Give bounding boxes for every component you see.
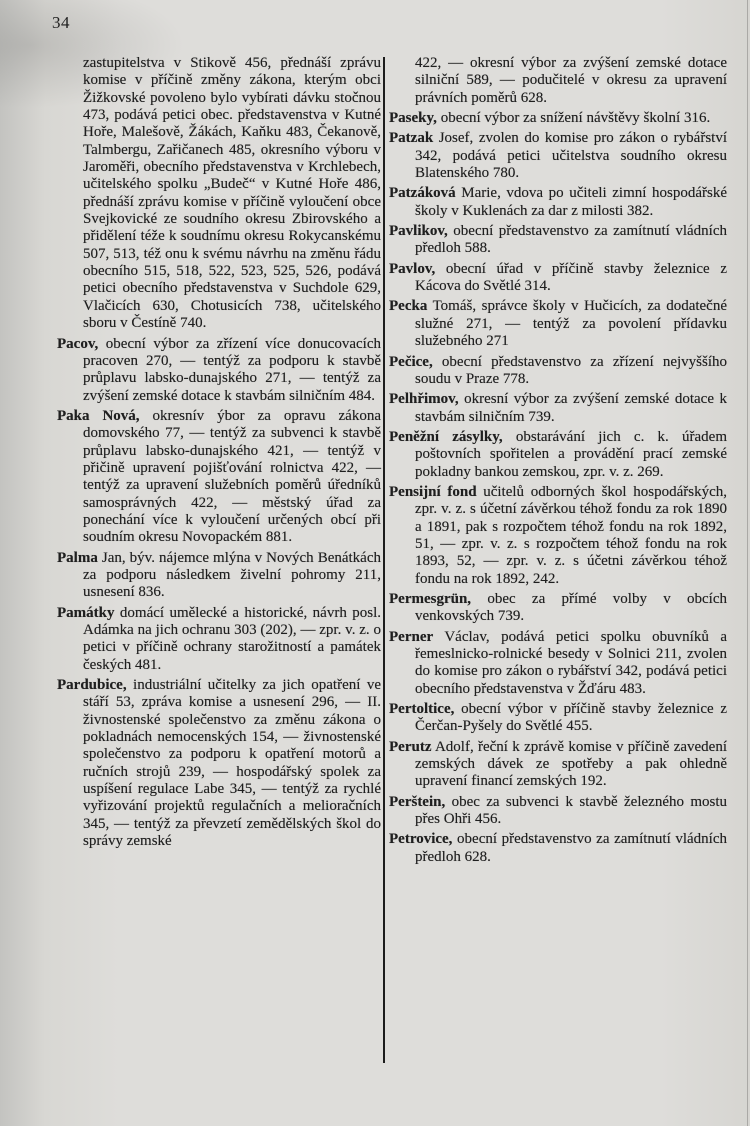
entry-text: 422, — okresní výbor za zvýšení zemské dotace silniční 589, — podučitelé v okresu za upravení právních poměrů 628.	[415, 55, 727, 106]
index-entry	[389, 591, 727, 626]
index-entry	[389, 794, 727, 829]
index-entry	[389, 354, 727, 389]
index-term: Permesgrün,	[389, 590, 472, 607]
entry-text: Adolf, řeční k zprávě komise v příčině zavedení zemských dávek ze spotřeby a pak ohledně upravení financí zemských 192.	[415, 738, 727, 790]
index-term: Pertoltice,	[389, 701, 455, 718]
index-term: Palma	[57, 549, 98, 566]
index-term: Paka Nová,	[57, 407, 140, 424]
entry-text: obecní výbor v příčině stavby železnice z Čerčan-Pyšely do Světlé 455.	[415, 701, 727, 735]
index-entry	[57, 605, 381, 674]
index-entry	[389, 629, 727, 698]
index-term: Pacov,	[57, 335, 99, 352]
index-entry	[389, 429, 727, 481]
entry-text: obecní výbor za zřízení více donucovacích pracoven 270, — tentýž za podporu k stavbě průplavu labsko-dunajského 271, — tentýž za zvýšení zemské dotace k stavbám silničním 484.	[83, 335, 381, 404]
entry-text: Josef, zvolen do komise pro zákon o rybářství 342, podává petici učitelstva soudního okresu Blatenského 780.	[415, 130, 727, 182]
index-entry	[57, 336, 381, 405]
index-entry	[389, 701, 727, 736]
entry-text: obecní úřad v příčině stavby železnice z Kácova do Světlé 314.	[415, 260, 727, 295]
index-entry	[57, 55, 381, 333]
entry-text: obecní představenstvo za zamítnutí vládních předloh 628.	[415, 831, 727, 865]
index-term: Paseky,	[389, 110, 437, 127]
index-term: Perner	[389, 628, 434, 645]
index-entry	[57, 550, 381, 602]
index-term: Pensijní fond	[389, 483, 477, 500]
entry-text: učitelů odborných škol hospodářských, zpr. v. z. s účetní závěrkou téhož fondu za rok 1890 a 1891, pak s rozpočtem téhož fondu na rok 1892, 51, — zpr. v. z. s rozpočtem téhož fondu na rok 1893, 52, — zpr. v. z. s účetni závěrkou téhož fondu na rok 1892, 242.	[415, 483, 727, 587]
index-term: Petrovice,	[389, 831, 453, 848]
right-column	[389, 55, 727, 869]
index-term: Pečice,	[389, 353, 433, 370]
index-term: Památky	[57, 604, 115, 621]
entry-text: Václav, podává petici spolku obuvníků a řemeslnicko-rolnické besedy v Solnici 211, zvolen do komise pro zákon o rybářství 342, podává petici obecního představenstva v Žďáru 483.	[415, 628, 727, 697]
entry-text: domácí umělecké a historické, návrh posl. Adámka na jich ochranu 303 (202), — zpr. v. z. o petici v příčině ochrany starožitností a památek českých 481.	[83, 604, 381, 673]
entry-text: obec za přímé volby v obcích venkovských 739.	[415, 590, 727, 625]
index-entry	[389, 223, 727, 258]
entry-text: Tomáš, správce školy v Hučicích, za dodatečné služné 271, — tentýž za povolení přídavku služebného 271	[415, 298, 727, 350]
index-term: Pecka	[389, 298, 428, 315]
index-entry	[57, 408, 381, 547]
index-entry	[389, 831, 727, 866]
index-entry	[389, 110, 727, 127]
index-term: Pardubice,	[57, 677, 127, 694]
entry-text: obecní výbor za snížení návštěvy školní 316.	[436, 110, 711, 127]
column-divider-rule	[383, 57, 385, 1063]
left-column	[57, 55, 381, 853]
index-entry	[389, 484, 727, 588]
index-term: Pavlikov,	[389, 223, 448, 240]
index-entry	[389, 739, 727, 791]
entry-text: obecní představenstvo za zřízení nejvyššího soudu v Praze 778.	[415, 353, 727, 387]
entry-text: industriální učitelky za jich opatření ve stáří 53, zpráva komise a usnesení 296, — II. živnostenské společenstvo za změnu zákona o pokladnách nemocenských 154, — živnostenské společenstvo za podporu k opatření motorů a ručních strojů 239, — hospodářský spolek za uspíšení regulace Labe 345, — tentýž za rychlé vyřizování projektů regulačních a melioračních 345, — tentýž za převzetí zemědělských škol do správy zemské	[83, 677, 381, 850]
index-term: Perštein,	[389, 793, 446, 810]
index-entry	[389, 185, 727, 220]
index-entry	[389, 55, 727, 107]
page-edge-shadow	[747, 0, 748, 1126]
index-term: Pavlov,	[389, 260, 436, 277]
entry-text: zastupitelstva v Stikově 456, přednáší zprávu komise v příčině změny zákona, kterým obci Žižkovské povoleno bylo vybírati dávku stočnou 473, podává petici obec. představenstva v Kutné Hoře, Malešově, Žákách, Kaňku 483, Čekanově, Talmbergu, Zařičanech 485, okresního výboru v Jaroměři, obecního představenstva v Krchlebech, učitelského spolku „Budeč“ v Kutné Hoře 486, přednáší zprávu komise v příčině vyloučení obce Svejkovické ze soudního okresu Zbirovského a přidělení téže k soudnímu okresu Rokycanskému 507, 513, též onu k svému návrhu na změnu řádu obecního 515, 518, 522, 523, 525, 526, podává petici obecního představenstva v Suchdole 629, Vlačicích 630, Chotusicích 738, učitelského sboru v Čestíně 740.	[83, 55, 381, 332]
index-entry	[389, 391, 727, 426]
entry-text: Jan, býv. nájemce mlýna v Nových Benátkách za podporu následkem živelní pohromy 211, usnesení 836.	[83, 549, 381, 601]
index-term: Perutz	[389, 738, 432, 755]
index-term: Patzáková	[389, 185, 456, 202]
index-term: Pelhřimov,	[389, 391, 459, 408]
entry-text: obstarávání jich c. k. úřadem poštovních spořitelen a provádění prací zemské pokladny bankou zemskou, zpr. v. z. 269.	[415, 428, 727, 480]
index-entry	[389, 261, 727, 296]
index-entry	[57, 677, 381, 850]
entry-text: okresní výbor za zvýšení zemské dotace k stavbám silničním 739.	[415, 391, 727, 425]
entry-text: okresnív ýbor za opravu zákona domovského 77, — tentýž za subvenci k stavbě průplavu labsko-dunajského 421, — tentýž v přičině upravení pojišťování rolnictva 422, — tentýž za upravení služebních poměrů úředníků samosprávných 422, — městský úřad za ponechání více k vyloučení určených obcí při soudním okresu Novopackém 881.	[83, 407, 381, 546]
index-term: Patzak	[389, 130, 434, 147]
index-entry	[389, 298, 727, 350]
entry-text: obec za subvenci k stavbě železného mostu přes Ohři 456.	[415, 793, 727, 828]
entry-text: obecní představenstvo za zamítnutí vládních předloh 588.	[415, 223, 727, 257]
index-entry	[389, 130, 727, 182]
entry-text: Marie, vdova po učiteli zimní hospodářské školy v Kuklenách za dar z milosti 382.	[415, 185, 727, 219]
index-term: Peněžní zásylky,	[389, 428, 503, 445]
page-number: 34	[52, 13, 70, 32]
